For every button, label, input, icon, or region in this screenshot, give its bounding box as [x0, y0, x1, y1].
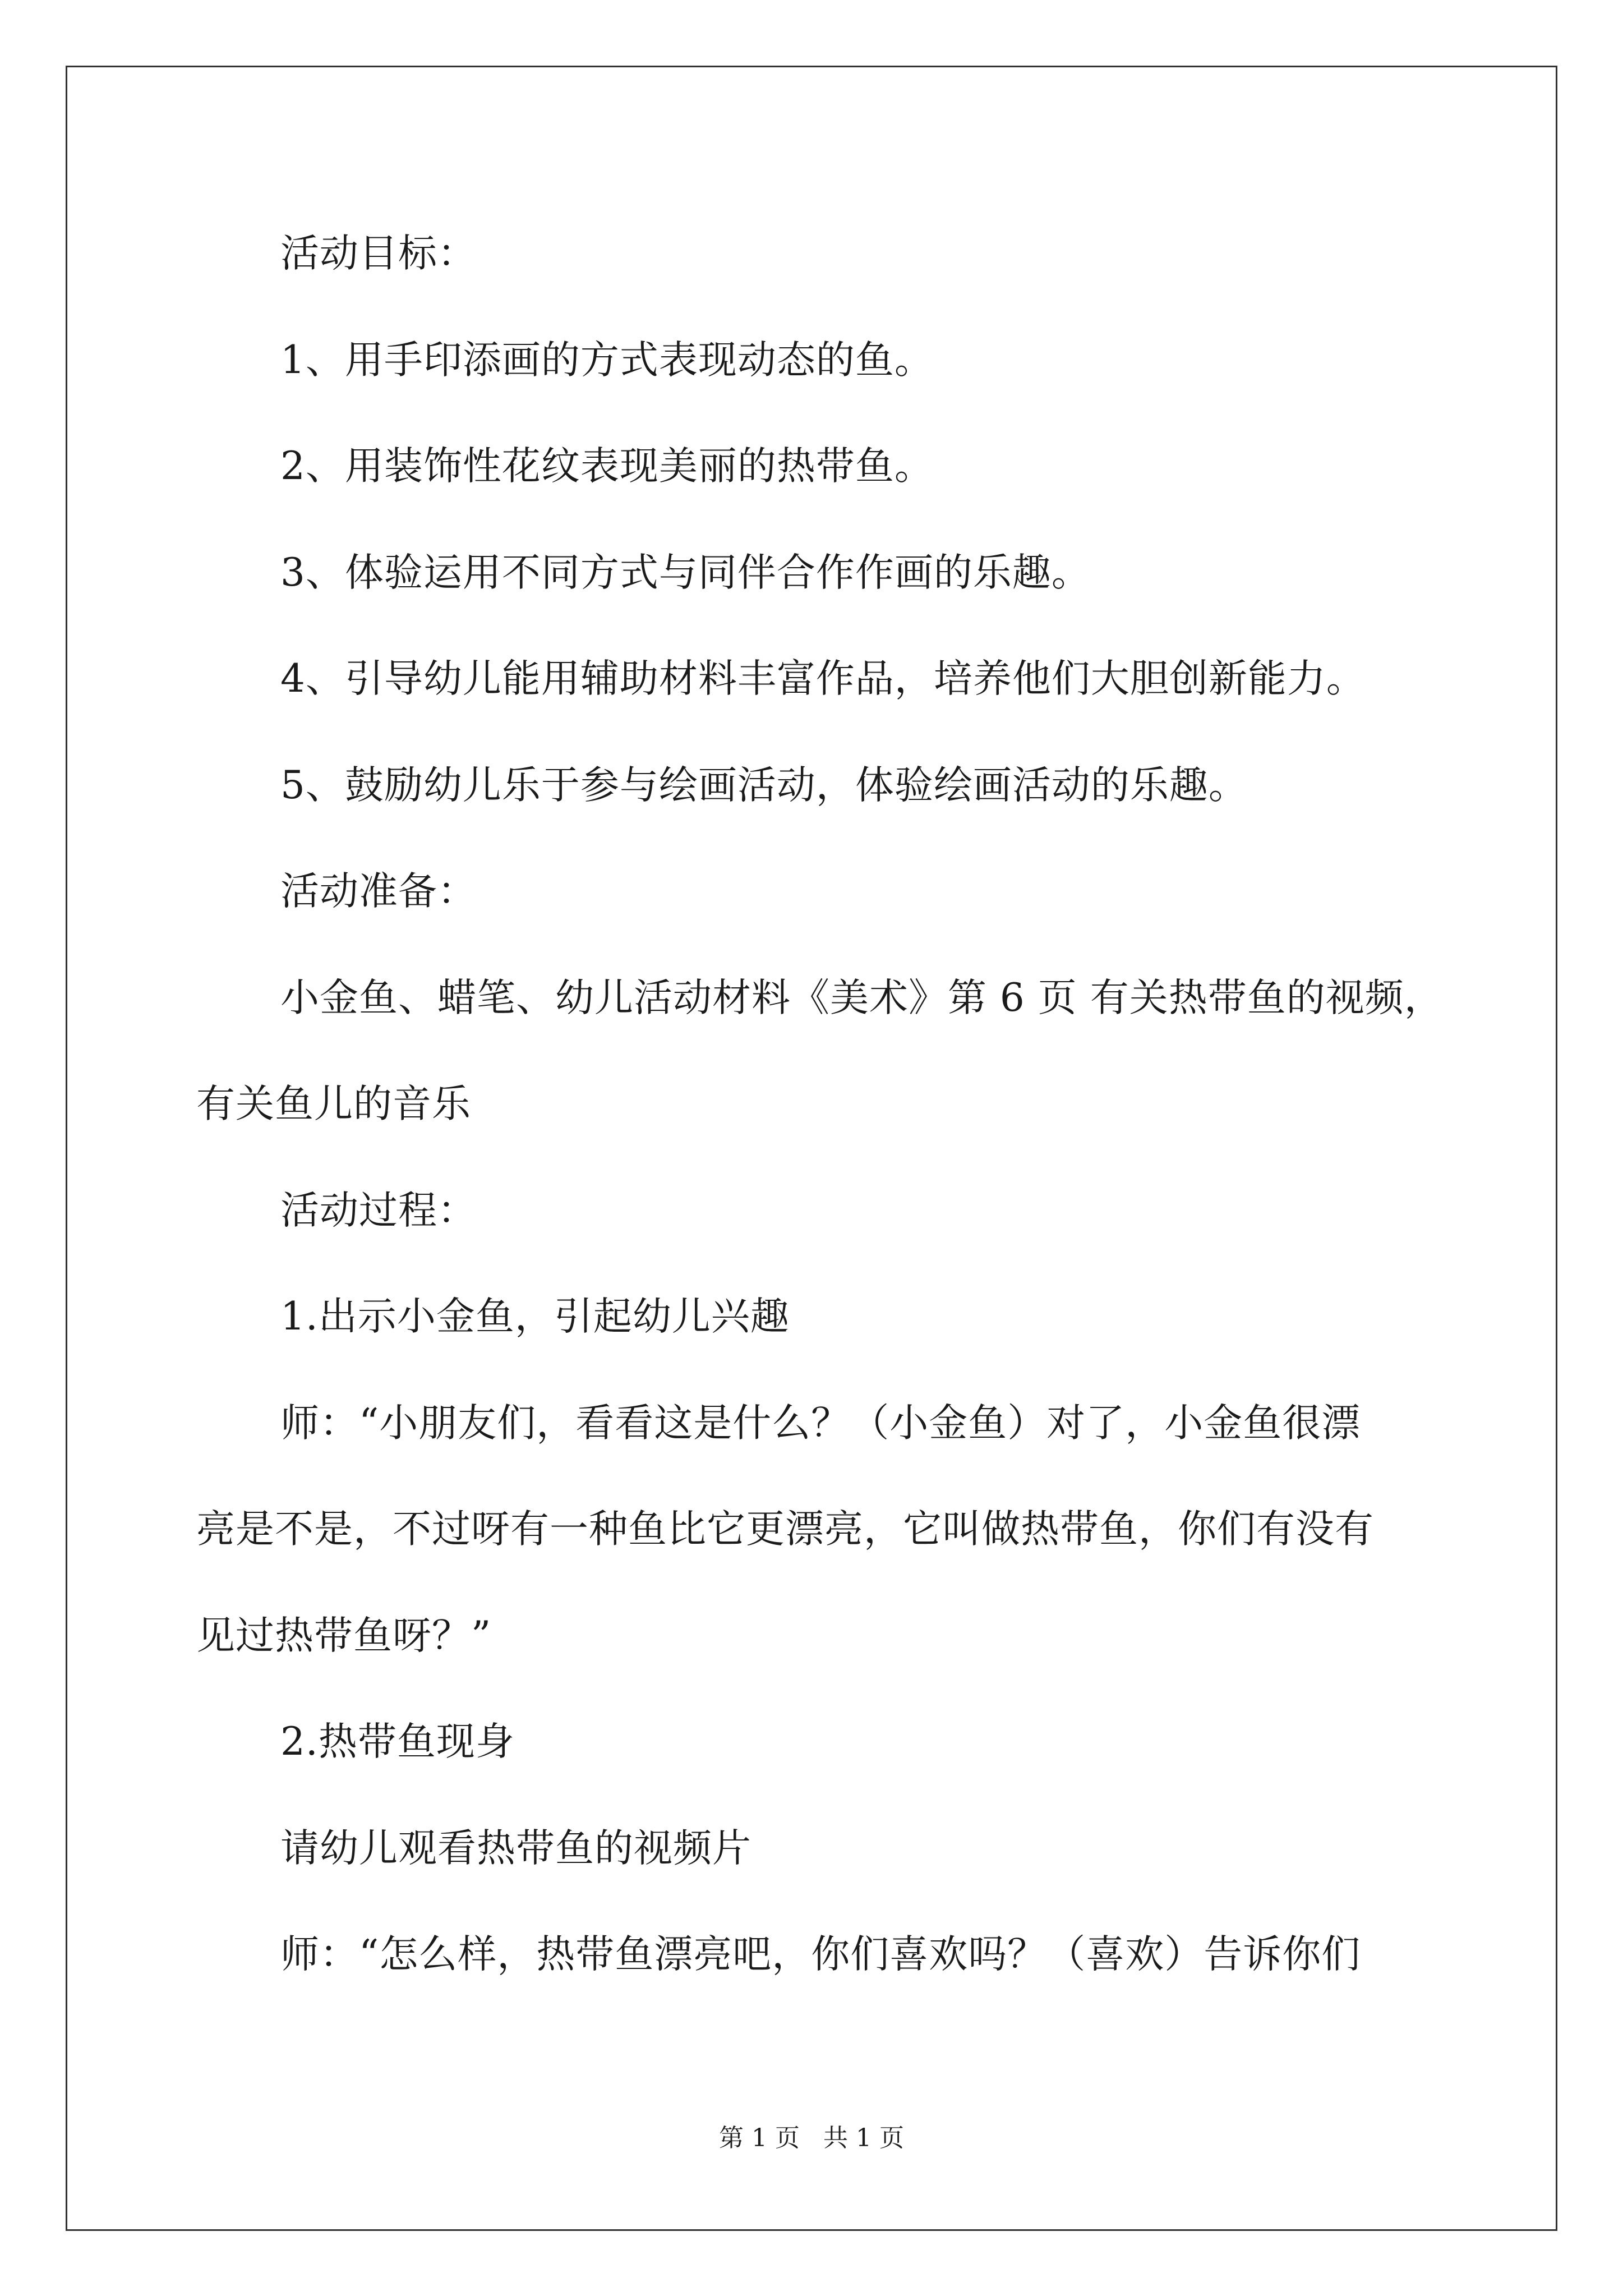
dialogue-text-continued: 亮是不是，不过呀有一种鱼比它更漂亮，它叫做热带鱼，你们有没有 — [196, 1507, 1374, 1552]
preparation-text: 小金鱼、蜡笔、幼儿活动材料《美术》第 6 页 有关热带鱼的视频， — [280, 976, 1444, 1020]
dialogue-text: 师：“小朋友们，看看这是什么？（小金鱼）对了，小金鱼很漂 — [280, 1401, 1361, 1446]
process-step-heading: 2.热带鱼现身 — [280, 1719, 515, 1764]
objective-item: 2、用装饰性花纹表现美丽的热带鱼。 — [280, 444, 934, 489]
preparation-text-continued: 有关鱼儿的音乐 — [196, 1082, 471, 1126]
section-heading-preparation: 活动准备： — [280, 869, 477, 914]
objective-item: 1、用手印添画的方式表现动态的鱼。 — [280, 338, 934, 383]
objective-item: 3、体验运用不同方式与同伴合作作画的乐趣。 — [280, 550, 1091, 595]
objective-item: 4、引导幼儿能用辅助材料丰富作品，培养他们大胆创新能力。 — [280, 656, 1366, 701]
dialogue-text: 师：“怎么样，热带鱼漂亮吧，你们喜欢吗？（喜欢）告诉你们 — [280, 1932, 1361, 1977]
page-footer — [0, 2126, 1623, 2151]
page-number: 第 1 页 — [719, 2124, 800, 2152]
objective-item: 5、鼓励幼儿乐于参与绘画活动，体验绘画活动的乐趣。 — [280, 763, 1248, 808]
dialogue-text-continued: 见过热带鱼呀？” — [196, 1613, 492, 1658]
page-border — [66, 66, 1557, 2231]
instruction-text: 请幼儿观看热带鱼的视频片 — [280, 1826, 751, 1871]
section-heading-objectives: 活动目标： — [280, 231, 477, 276]
section-heading-process: 活动过程： — [280, 1188, 477, 1233]
process-step-heading: 1.出示小金鱼，引起幼儿兴趣 — [280, 1294, 790, 1339]
page-total: 共 1 页 — [823, 2124, 904, 2152]
